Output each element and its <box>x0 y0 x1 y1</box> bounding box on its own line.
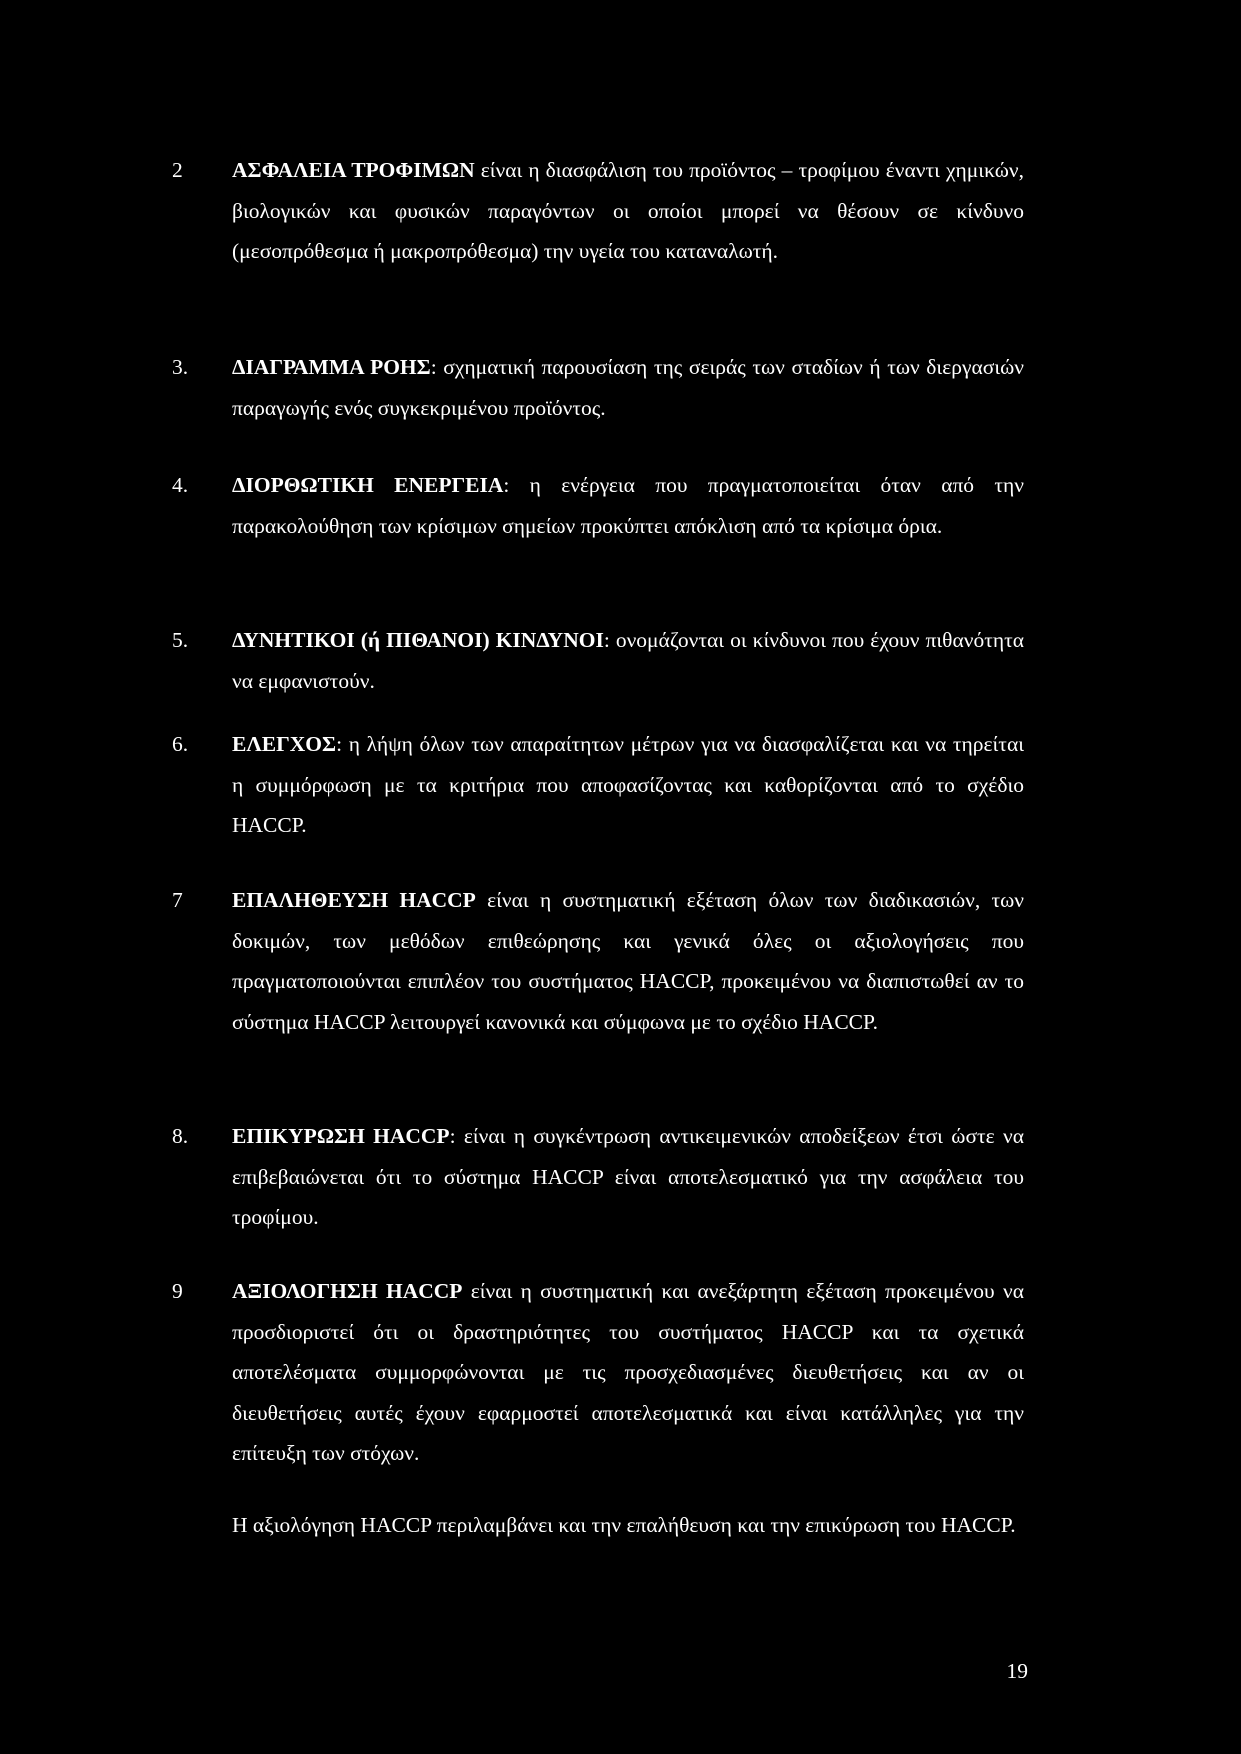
item-definition: είναι η συστηματική εξέταση όλων των διαδικασιών, των δοκιμών, των μεθόδων επιθεώρησης και γενικά όλες οι αξιολογήσεις που πραγματοποιούνται επιπλέον του συστήματος HACCP, προκειμένου να διαπιστωθεί αν το σύστημα HACCP λειτουργεί κανονικά και σύμφωνα με το σχέδιο HACCP. <box>232 888 1024 1034</box>
item-text <box>232 1116 1024 1238</box>
item-text <box>232 880 1024 1042</box>
item-text <box>232 150 1024 272</box>
item-number: 9 <box>172 1279 183 1303</box>
item-term: ΕΛΕΓΧΟΣ <box>232 732 337 756</box>
item-definition: είναι η διασφάλιση του προϊόντος – τροφίμου έναντι χημικών, βιολογικών και φυσικών παραγόντων οι οποίοι μπορεί να θέσουν σε κίνδυνο (μεσοπρόθεσμα ή μακροπρόθεσμα) την υγεία του καταναλωτή. <box>232 158 1024 263</box>
item-term: ΔΙΑΓΡΑΜΜΑ ΡΟΗΣ <box>232 355 431 379</box>
item-text <box>232 465 1024 546</box>
item-number: 4. <box>172 473 189 497</box>
closing-note: Η αξιολόγηση HACCP περιλαμβάνει και την επαλήθευση και την επικύρωση του HACCP. <box>232 1513 1016 1537</box>
item-definition: : η λήψη όλων των απαραίτητων μέτρων για να διασφαλίζεται και να τηρείται η συμμόρφωση με τα κριτήρια που αποφασίζοντας και καθορίζονται από το σχέδιο HACCP. <box>232 732 1024 837</box>
item-number: 6. <box>172 732 189 756</box>
item-number: 2 <box>172 158 183 182</box>
item-definition: : ονομάζονται οι κίνδυνοι που έχουν πιθανότητα να εμφανιστούν. <box>232 628 1024 693</box>
item-definition: : η ενέργεια που πραγματοποιείται όταν από την παρακολούθηση των κρίσιμων σημείων προκύπτει απόκλιση από τα κρίσιμα όρια. <box>232 473 1024 538</box>
item-definition: : σχηματική παρουσίαση της σειράς των σταδίων ή των διεργασιών παραγωγής ενός συγκεκριμένου προϊόντος. <box>232 355 1024 420</box>
item-term: ΑΣΦΑΛΕΙΑ ΤΡΟΦΙΜΩΝ <box>232 158 475 182</box>
item-term: ΔΥΝΗΤΙΚΟΙ (ή ΠΙΘΑΝΟΙ) ΚΙΝΔΥΝΟΙ <box>232 628 604 652</box>
item-term: ΕΠΑΛΗΘΕΥΣΗ HACCP <box>232 888 476 912</box>
item-text <box>232 724 1024 846</box>
item-text <box>232 347 1024 428</box>
item-definition: είναι η συστηματική και ανεξάρτητη εξέταση προκειμένου να προσδιοριστεί ότι οι δραστηριότητες του συστήματος HACCP και τα σχετικά αποτελέσματα συμμορφώνονται με τις προσχεδιασμένες διευθετήσεις και αν οι διευθετήσεις αυτές έχουν εφαρμοστεί αποτελεσματικά και είναι κατάλληλες για την επίτευξη των στόχων. <box>232 1279 1024 1465</box>
item-number: 3. <box>172 355 189 379</box>
item-number: 5. <box>172 628 189 652</box>
item-text <box>232 620 1024 701</box>
item-term: ΕΠΙΚΥΡΩΣΗ HACCP <box>232 1124 450 1148</box>
page-number: 19 <box>1006 1659 1028 1683</box>
item-number: 7 <box>172 888 183 912</box>
item-term: ΔΙΟΡΘΩΤΙΚΗ ΕΝΕΡΓΕΙΑ <box>232 473 504 497</box>
item-term: ΑΞΙΟΛΟΓΗΣΗ HACCP <box>232 1279 463 1303</box>
item-text <box>232 1271 1024 1474</box>
item-number: 8. <box>172 1124 189 1148</box>
item-definition: : είναι η συγκέντρωση αντικειμενικών αποδείξεων έτσι ώστε να επιβεβαιώνεται ότι το σύστημα HACCP είναι αποτελεσματικό για την ασφάλεια του τροφίμου. <box>232 1124 1025 1229</box>
